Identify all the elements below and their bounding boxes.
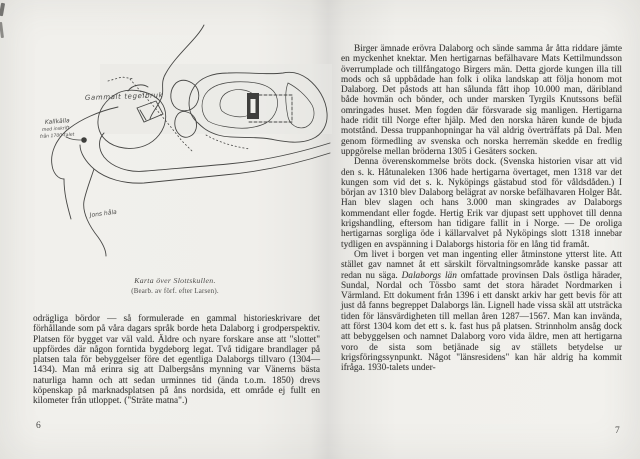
dotted-path [130,79,192,151]
spring-dot [81,137,87,143]
castle-ruin-notch [251,99,256,113]
map-label-kallkalla-line2: med inskrift [41,126,70,133]
river-south-bank [80,145,330,183]
castle-hill-inner-contour [202,82,278,128]
paragraph-segment-italic: Dalaborgs län [401,270,457,281]
paragraph-segment: Om livet i borgen vet man ingenting eller åtminstone ytterst lite. Att stället gav namnet åt ett särskilt förvaltningsområde kanske passar att redan nu säga. [341,249,622,281]
map-caption-title: Karta över Slottskullen. [134,276,216,285]
left-page-body-paragraph: odrägliga bördor — så formulerade en gammal historieskrivare det förhållande som på våra dagars språk borde heta Dalaborg i grodperspektiv. Platsen för bygget var väl vald. Äldre och nyare forskare anse att "slottet" uppfördes där någon forntida bygdeborg legat. Två tidigare brandlager på platsen tala för bebyggelser före det egentliga Dalaborgs tillvaro (1304—1434). Man må erinra sig att Dalbergsåns mynning var Vänerns bästa naturliga hamn och att sedan urminnes tid (ända t.o.m. 1850) drevs köpenskap på marknadsplatsen på åns nordsida, ett område ej fullt en kilometer från utloppet. ("Sträte matna".) [33,314,320,407]
middle-knoll [175,111,197,137]
map-label-tegelbruk: Gammalt tegelbruk [84,91,164,102]
map-label-jons-hala: Jons håla [89,208,118,219]
map-label-kallkalla-line1: Kallkälla [44,117,70,126]
right-page-number: 7 [615,426,620,436]
body-paragraph [341,250,622,374]
body-paragraph: Denna överenskommelse bröts dock. (Svenska historien visar att vid den s. k. Håtunaleken 1306 hade hertigarna övertaget, men 1318 var det kungen som vid det s. k. Nyköpings gästabud stod för våldsdåden.) I början av 1310 blev Dalaborg belägrat av norske befälhavaren Holger Båt. Han blev slagen och hans 3.000 man skingrades av Dalaborgs kommendant eller fogde. Hertig Erik var djupast sett upphovet till denna krigshandling, eftersom han tidigare fallit in i Norge. — De oroliga hertigarnas sorgliga öde i källarvalvet på Nyköpings slott 1318 innebar tydligen en avspänning i Dalaborgs historia för en lång tid framåt. [341,157,622,250]
left-page-number: 6 [36,421,41,431]
middle-knoll [171,80,199,110]
map-caption-credit: (Bearb. av förf. efter Larsen). [131,287,219,295]
river-north-bank [100,133,331,171]
river-west-bank-south [64,179,71,219]
body-paragraph: Birger ämnade erövra Dalaborg och sände samma år åtta riddare jämte en myckenhet knektar. Men hertigarnas befälhavare Mats Kettilmundsson överrumplade och tillfångatogo Birgers män. Detta gjorde kungen illa till mods och så uppbådade han folk i olika landskap att följa honom mot Dalaborg. Det påstods att han sålunda fått ihop 10.000 man, däribland både hovmän och bönder, och under marsken Tyrgils Knutssons befäl omringades huset. Men fogden där försvarade sig manligen. Hertigarna hade ridit till Norge efter hjälp. Med den norska hären kunde de bjuda motstånd. Dessa truppanhopningar ha väl aldrig överträffats på Dal. Men genom förmedling av svenska och norska herremän skedde en fredlig uppgörelse mellan bröderna 1305 i Gesäters socken. [341,44,622,157]
castle-hill-east-lobe [286,83,314,128]
slottskullen-map-sketch [0,0,335,276]
paragraph-segment: omfattade provinsen Dals östliga härader, Sundal, Nordal och Tössbo samt det stora häradet Nordmarken i Värmland. Ett dokument från 1396 i ett danskt arkiv har gett bevis för att just då fanns begreppet Dalaborgs län. Lignell hade vissa skäl att utsträcka tiden för länsvärdigheten till mellan åren 1287—1567. Man kan invända, att först 1304 kom det ett s. k. fast hus på platsen. Strinnholm ansåg dock att bebyggelsen och namnet Dalaborg voro vida äldre, men att hertigarna voro de sista som betjänade sig av ställets betydelse ur krigsföringssynpunkt. Något "länsresidens" kan här aldrig ha kommit ifråga. 1930-talets under- [341,270,622,374]
right-page-body [341,44,622,374]
map-caption [20,276,330,296]
map-label-kallkalla-line3: från 1700-talet [39,132,75,140]
